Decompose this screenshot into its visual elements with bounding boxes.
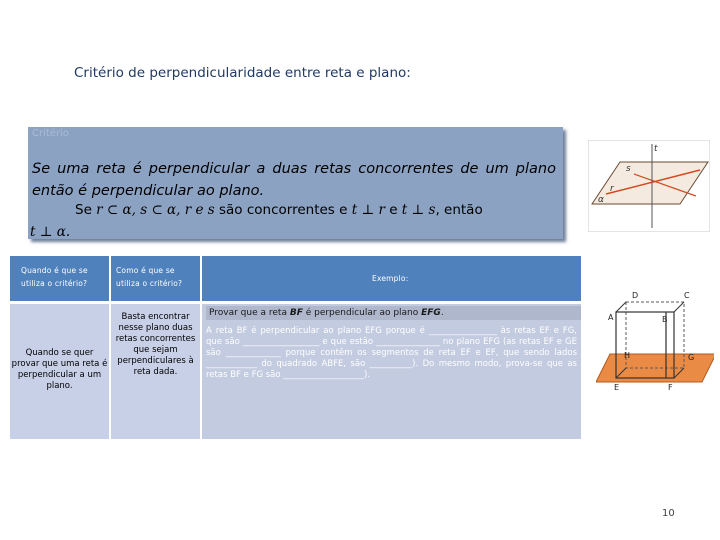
header-how bbox=[111, 256, 200, 301]
example-text: A reta BF é perpendicular ao plano EFG porque é ________________ às retas EF e FG, que são __________________ e que estão _______________ no plano EFG (as retas EF e GE são _____________ porque contêm os segmentos de reta EF e EF, que sendo lados ____________ do quadrado ABFE, são __________). Do mesmo modo, prova-se que as retas BF e FG são ___________________). bbox=[206, 326, 577, 380]
vertex-a: A bbox=[608, 313, 614, 322]
vertex-h: H bbox=[624, 351, 631, 360]
condition-math-1: r ⊂ α, s ⊂ α, r e s bbox=[96, 202, 215, 218]
header-when-text: Quando é que se utiliza o critério? bbox=[21, 266, 88, 288]
example-title-suffix: . bbox=[440, 308, 444, 318]
label-s: s bbox=[626, 164, 631, 174]
example-title-efg: EFG bbox=[421, 308, 441, 318]
vertex-e: E bbox=[614, 383, 620, 392]
criterion-box bbox=[28, 127, 563, 239]
example-title bbox=[206, 306, 581, 320]
example-title-mid: é perpendicular ao plano bbox=[302, 308, 422, 318]
cube-figure bbox=[596, 286, 714, 394]
condition-mid: são concorrentes e bbox=[214, 202, 352, 218]
example-title-prefix: Provar que a reta bbox=[209, 308, 290, 318]
vertex-g: G bbox=[688, 353, 695, 362]
criterion-label: Critério bbox=[32, 128, 69, 139]
label-r: r bbox=[610, 184, 614, 194]
condition-suffix: , então bbox=[435, 202, 483, 218]
cell-how bbox=[111, 304, 200, 439]
vertex-c: C bbox=[684, 291, 690, 300]
example-title-bf: BF bbox=[289, 308, 303, 318]
header-example-text: Exemplo: bbox=[372, 274, 409, 283]
criterion-conclusion: t ⊥ α. bbox=[30, 224, 71, 240]
header-example bbox=[202, 256, 581, 301]
slide-title: Critério de perpendicularidade entre reta e plano: bbox=[74, 65, 411, 81]
condition-prefix: Se bbox=[75, 202, 97, 218]
cell-example bbox=[202, 304, 581, 439]
cell-when bbox=[10, 304, 109, 439]
header-how-text: Como é que se utiliza o critério? bbox=[116, 266, 183, 288]
vertex-f: F bbox=[668, 383, 673, 392]
page-number: 10 bbox=[662, 508, 675, 519]
vertex-d: D bbox=[632, 291, 639, 300]
criterion-statement: Se uma reta é perpendicular a duas retas concorrentes de um plano então é perpendicular ao plano. bbox=[32, 161, 556, 199]
plane-line-figure bbox=[588, 140, 710, 232]
condition-math-3: t ⊥ s bbox=[401, 202, 436, 218]
criterion-condition bbox=[75, 202, 483, 218]
vertex-b: B bbox=[662, 315, 668, 324]
condition-math-2: t ⊥ r bbox=[351, 202, 385, 218]
when-text: Quando se quer provar que uma reta é perpendicular a um plano. bbox=[11, 348, 108, 391]
label-t: t bbox=[654, 144, 658, 154]
how-text: Basta encontrar nesse plano duas retas concorrentes que sejam perpendiculares à reta dada. bbox=[115, 312, 196, 377]
condition-and: e bbox=[384, 202, 402, 218]
header-when bbox=[10, 256, 109, 301]
label-alpha: α bbox=[598, 195, 604, 205]
